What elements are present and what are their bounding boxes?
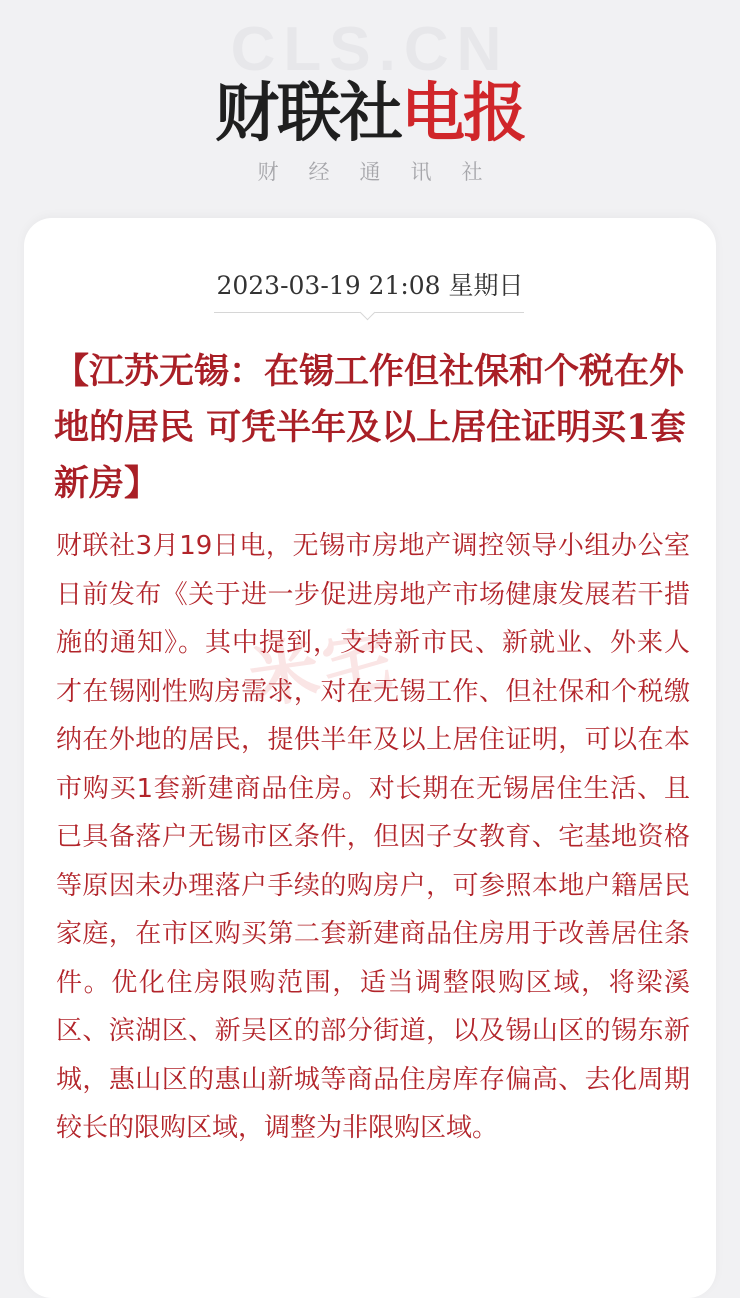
cls-watermark: CLS.CN xyxy=(230,15,510,84)
article-title: 【江苏无锡：在锡工作但社保和个税在外地的居民 可凭半年及以上居住证明买1套新房】 xyxy=(54,351,686,504)
brand-logo xyxy=(0,78,740,150)
brand-name: 财联社 xyxy=(215,77,401,151)
mizhai-watermark: 米宅 xyxy=(243,617,402,719)
tagline: 财经通讯社 xyxy=(257,160,513,184)
article-body: 财联社3月19日电，无锡市房地产调控领导小组办公室日前发布《关于进一步促进房地产市场健康发展若干措施的通知》。其中提到，支持新市民、新就业、外来人才在锡刚性购房需求，对在无锡工作、但社保和个税缴纳在外地的居民，提供半年及以上居住证明，可以在本市购买1套新建商品住房。对长期在无锡居住生活、且已具备落户无锡市区条件，但因子女教育、宅基地资格等原因未办理落户手续的购房户，可参照本地户籍居民家庭，在市区购买第二套新建商品住房用于改善居住条件。优化住房限购范围，适当调整限购区域，将梁溪区、滨湖区、新吴区的部分街道，以及锡山区的锡东新城，惠山区的惠山新城等商品住房库存偏高、去化周期较长的限购区域，调整为非限购区域。 xyxy=(56,531,690,1143)
article-datetime: 2023-03-19 21:08 星期日 xyxy=(216,271,524,300)
brand-telegraph: 电报 xyxy=(401,77,525,151)
